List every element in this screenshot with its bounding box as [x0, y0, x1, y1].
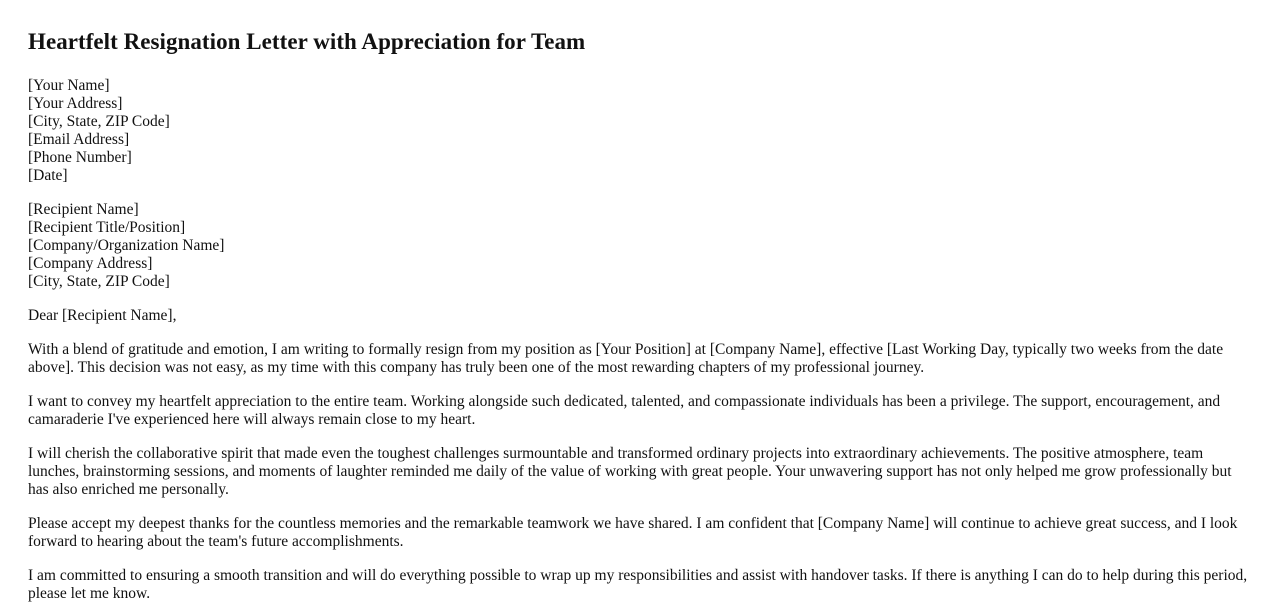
body-paragraph: I want to convey my heartfelt appreciation to the entire team. Working alongside such dedicated, talented, and compassionate individuals has been a privilege. The support, encouragement, and camaraderie I've experienced here will always remain close to my heart. [28, 393, 1221, 428]
letter-date: [Date] [28, 167, 68, 184]
recipient-name: [Recipient Name] [28, 201, 139, 218]
recipient-title: [Recipient Title/Position] [28, 219, 186, 236]
sender-phone: [Phone Number] [28, 149, 132, 166]
sender-email: [Email Address] [28, 131, 130, 148]
recipient-company: [Company/Organization Name] [28, 237, 225, 254]
salutation: Dear [Recipient Name], [28, 307, 177, 324]
recipient-city-state-zip: [City, State, ZIP Code] [28, 273, 170, 290]
recipient-address-block [28, 201, 1250, 291]
letter-title: Heartfelt Resignation Letter with Appreciation for Team [28, 29, 586, 54]
sender-address-block [28, 77, 1250, 185]
body-paragraph: I will cherish the collaborative spirit that made even the toughest challenges surmountable and transformed ordinary projects into extraordinary achievements. The positive atmosphere, team lunches, brainstorming sessions, and moments of laughter reminded me daily of the value of working with great people. Your unwavering support has not only helped me grow professionally but has also enriched me personally. [28, 445, 1232, 498]
recipient-company-address: [Company Address] [28, 255, 153, 272]
sender-name: [Your Name] [28, 77, 110, 94]
body-paragraph: I am committed to ensuring a smooth transition and will do everything possible to wrap up my responsibilities and assist with handover tasks. If there is anything I can do to help during this period, please let me know. [28, 567, 1248, 602]
body-paragraph: With a blend of gratitude and emotion, I am writing to formally resign from my position as [Your Position] at [Company Name], effective [Last Working Day, typically two weeks from the date above]. This decision was not easy, as my time with this company has truly been one of the most rewarding chapters of my professional journey. [28, 341, 1224, 376]
body-paragraph: Please accept my deepest thanks for the countless memories and the remarkable teamwork we have shared. I am confident that [Company Name] will continue to achieve great success, and I look forward to hearing about the team's future accomplishments. [28, 515, 1238, 550]
sender-city-state-zip: [City, State, ZIP Code] [28, 113, 170, 130]
sender-address: [Your Address] [28, 95, 123, 112]
